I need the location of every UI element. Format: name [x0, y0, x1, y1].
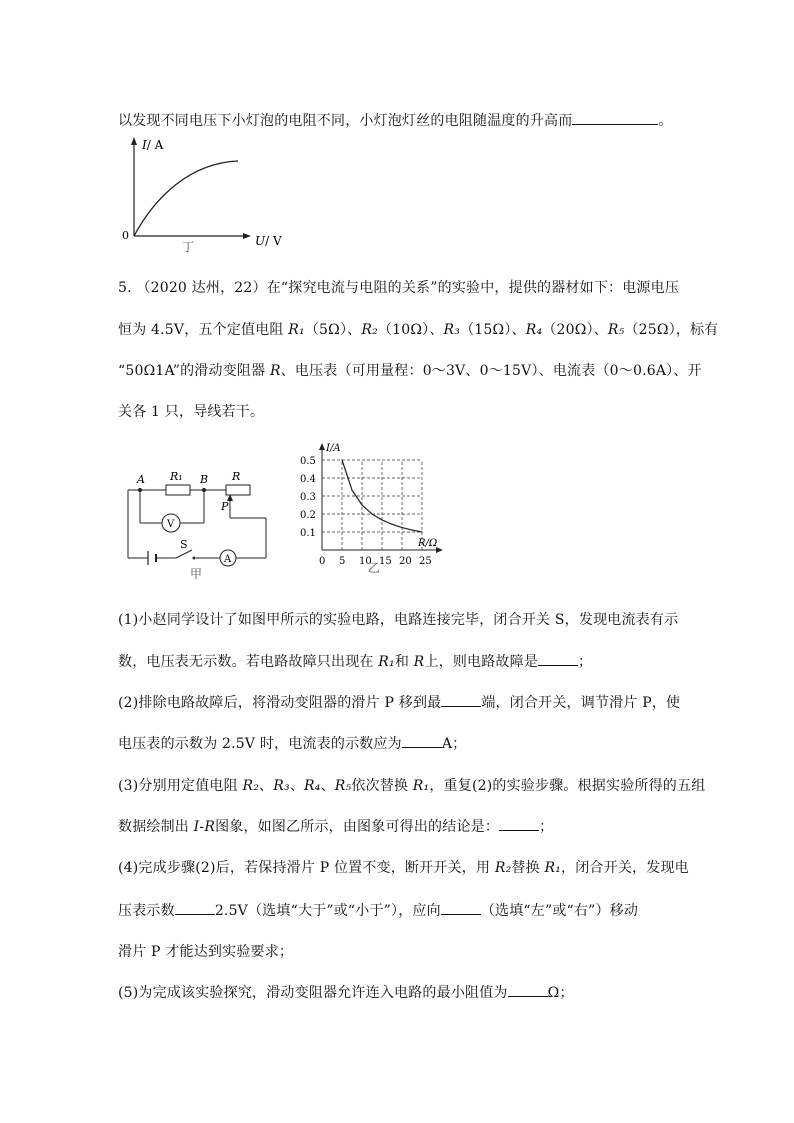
ammeter-label: A	[224, 554, 232, 565]
ir-chart	[290, 440, 465, 575]
ding-origin: 0	[122, 229, 129, 242]
answer-blank	[499, 818, 539, 831]
data-point	[351, 489, 352, 490]
q1-line-b: 数，电压表无示数。若电路故障只出现在 R₁和 R上，则电路故障是 ；	[118, 654, 593, 670]
y-axis-label: I/A	[326, 443, 341, 454]
q5-line1: 5. （2020 达州，22）在“探究电流与电阻的关系”的实验中，提供的器材如下：电源电压	[118, 280, 680, 296]
x-tick-label: 5	[339, 556, 346, 567]
q5-line3: “50Ω1A”的滑动变阻器 R、电压表（可用量程：0～3V、0～15V）、电流表（0～0.6A）、开	[118, 363, 702, 379]
answer-blank	[175, 902, 215, 915]
voltmeter-label: V	[167, 519, 175, 530]
resistor-r1	[166, 485, 190, 495]
switch-contact	[193, 557, 196, 560]
ding-x-arrow	[243, 233, 251, 239]
node-a	[138, 488, 142, 492]
x-axis-label: R/Ω	[418, 538, 438, 549]
chart-caption: 乙	[368, 561, 381, 575]
node-b	[202, 488, 206, 492]
y-tick-label: 0.1	[300, 528, 316, 539]
data-point	[391, 524, 392, 525]
label-a: A	[137, 473, 145, 486]
label-s: S	[180, 538, 188, 551]
intro-text: 以发现不同电压下小灯泡的电阻不同，小灯泡灯丝的电阻随温度的升高而	[118, 113, 573, 129]
rheostat-r	[226, 485, 250, 495]
y-tick-label: 0.3	[300, 492, 316, 503]
answer-blank	[572, 112, 658, 125]
x-tick-label: 10	[359, 556, 372, 567]
x-tick-label: 0	[319, 556, 326, 567]
data-point	[421, 531, 422, 532]
intro-end: 。	[658, 113, 673, 129]
circuit-diagram	[118, 468, 278, 583]
ding-xlabel: U/ V	[255, 234, 282, 248]
intro-line	[118, 110, 673, 130]
y-tick-label: 0.5	[300, 456, 316, 467]
answer-blank	[402, 735, 442, 748]
ding-caption: 丁	[182, 240, 195, 254]
q4-line-a: (4)完成步骤(2)后，若保持滑片 P 位置不变，断开开关，用 R₂替换 R₁，闭合开关，发现电	[118, 860, 689, 876]
data-point	[401, 527, 402, 528]
answer-blank	[508, 984, 548, 997]
q3-line-b: 数据绘制出 I-R图象，如图乙所示，由图象可得出的结论是： ；	[118, 819, 554, 835]
data-point	[371, 513, 372, 514]
x-tick-label: 25	[419, 556, 432, 567]
x-tick-label: 15	[379, 556, 392, 567]
circuit-caption: 甲	[190, 567, 203, 581]
label-r1: R₁	[170, 470, 183, 483]
ding-ylabel: I/ A	[142, 138, 164, 152]
q2-line-b: 电压表的示数为 2.5V 时，电流表的示数应为 A；	[118, 736, 467, 752]
q5-line4: 关各 1 只，导线若干。	[118, 404, 265, 420]
q4-line-c: 滑片 P 才能达到实验要求；	[118, 944, 294, 960]
ding-curve	[134, 161, 238, 236]
data-point	[411, 529, 412, 530]
label-p: P	[221, 500, 229, 513]
q2-line-a: (2)排除电路故障后，将滑动变阻器的滑片 P 移到最 端，闭合开关，调节滑片 P，使	[118, 695, 681, 711]
q4-line-b: 压表示数 2.5V（选填“大于”或“小于”），应向 （选填“左”或“右”）移动	[118, 903, 639, 919]
answer-blank	[441, 694, 481, 707]
q1-line-a: (1)小赵同学设计了如图甲所示的实验电路，电路连接完毕，闭合开关 S，发现电流表有示	[118, 612, 679, 628]
answer-blank	[538, 653, 578, 666]
y-axis-arrow	[319, 443, 325, 450]
label-b: B	[200, 473, 209, 486]
q5-question: (5)为完成该实验探究，滑动变阻器允许连入电路的最小阻值为 Ω；	[118, 985, 574, 1001]
switch-blade	[176, 550, 192, 558]
data-point	[341, 459, 342, 460]
x-tick-label: 20	[399, 556, 412, 567]
y-tick-label: 0.2	[300, 510, 316, 521]
q3-line-a: (3)分别用定值电阻 R₂、R₃、R₄、R₅依次替换 R₁，重复(2)的实验步骤。根据实验所得的五组	[118, 778, 706, 794]
graph-ding	[110, 135, 290, 255]
q5-line2: 恒为 4.5V，五个定值电阻 R₁（5Ω）、R₂（10Ω）、R₃（15Ω）、R₄（20Ω）、R₅（25Ω），标有	[118, 322, 719, 338]
label-r: R	[232, 470, 241, 483]
answer-blank	[441, 902, 481, 915]
data-point	[381, 519, 382, 520]
y-tick-label: 0.4	[300, 474, 316, 485]
ding-y-arrow	[131, 137, 137, 145]
data-point	[361, 504, 362, 505]
